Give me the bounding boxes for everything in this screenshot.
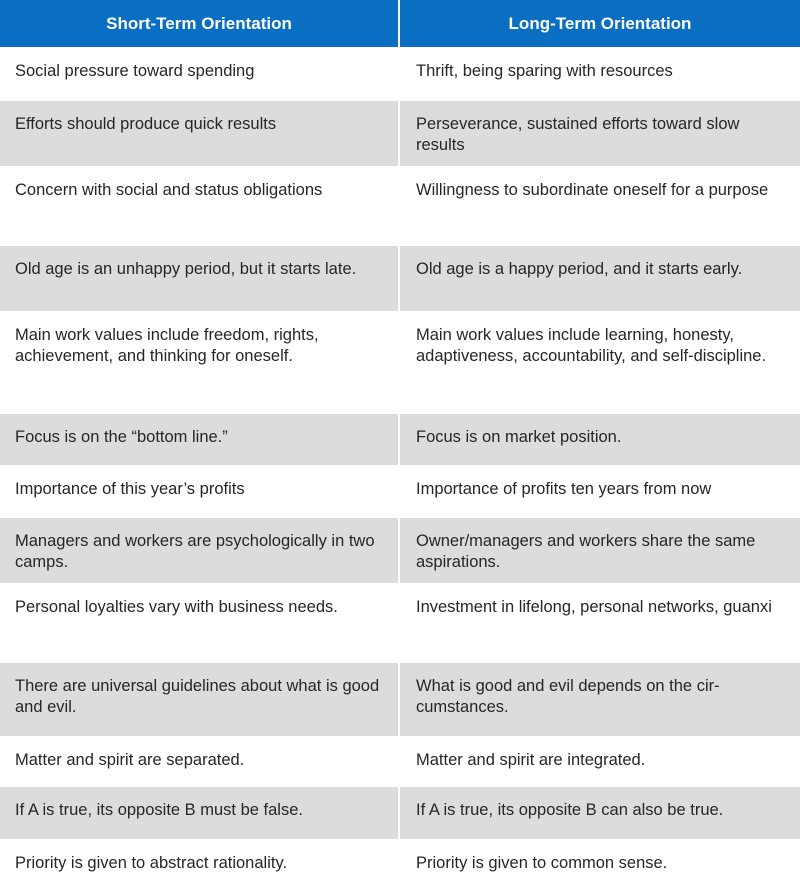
- cell-short-term: Main work values include freedom, rights, achievement, and thinking for oneself.: [0, 311, 400, 413]
- cell-short-term: Efforts should produce quick results: [0, 100, 400, 166]
- header-long-term: Long-Term Orientation: [400, 0, 800, 47]
- cell-short-term: Old age is an unhappy period, but it starts late.: [0, 245, 400, 311]
- cell-long-term: Matter and spirit are integrated.: [400, 736, 800, 786]
- header-short-term: Short-Term Orientation: [0, 0, 400, 47]
- cell-short-term: Personal loyalties vary with business needs.: [0, 583, 400, 662]
- cell-short-term: Managers and workers are psychologically in two camps.: [0, 517, 400, 583]
- cell-long-term: Focus is on market position.: [400, 413, 800, 465]
- cell-long-term: Owner/managers and workers share the same aspirations.: [400, 517, 800, 583]
- cell-short-term: Importance of this year’s profits: [0, 465, 400, 517]
- cell-long-term: Perseverance, sustained efforts toward slow results: [400, 100, 800, 166]
- cell-long-term: Willingness to subordinate oneself for a purpose: [400, 166, 800, 245]
- cell-short-term: Matter and spirit are separated.: [0, 736, 400, 786]
- cell-long-term: Old age is a happy period, and it starts early.: [400, 245, 800, 311]
- cell-long-term: Priority is given to common sense.: [400, 839, 800, 890]
- cell-short-term: Concern with social and status obligations: [0, 166, 400, 245]
- cell-short-term: Focus is on the “bottom line.”: [0, 413, 400, 465]
- cell-long-term: Investment in lifelong, personal networks, guanxi: [400, 583, 800, 662]
- cell-short-term: There are universal guidelines about what is good and evil.: [0, 662, 400, 736]
- cell-short-term: Priority is given to abstract rationality.: [0, 839, 400, 890]
- cell-long-term: Thrift, being sparing with resources: [400, 47, 800, 100]
- cell-short-term: If A is true, its opposite B must be false.: [0, 786, 400, 839]
- cell-long-term: Importance of profits ten years from now: [400, 465, 800, 517]
- cell-short-term: Social pressure toward spending: [0, 47, 400, 100]
- cell-long-term: What is good and evil depends on the cir-cumstances.: [400, 662, 800, 736]
- cell-long-term: If A is true, its opposite B can also be true.: [400, 786, 800, 839]
- cell-long-term: Main work values include learning, honesty, adaptiveness, accountability, and self-discipline.: [400, 311, 800, 413]
